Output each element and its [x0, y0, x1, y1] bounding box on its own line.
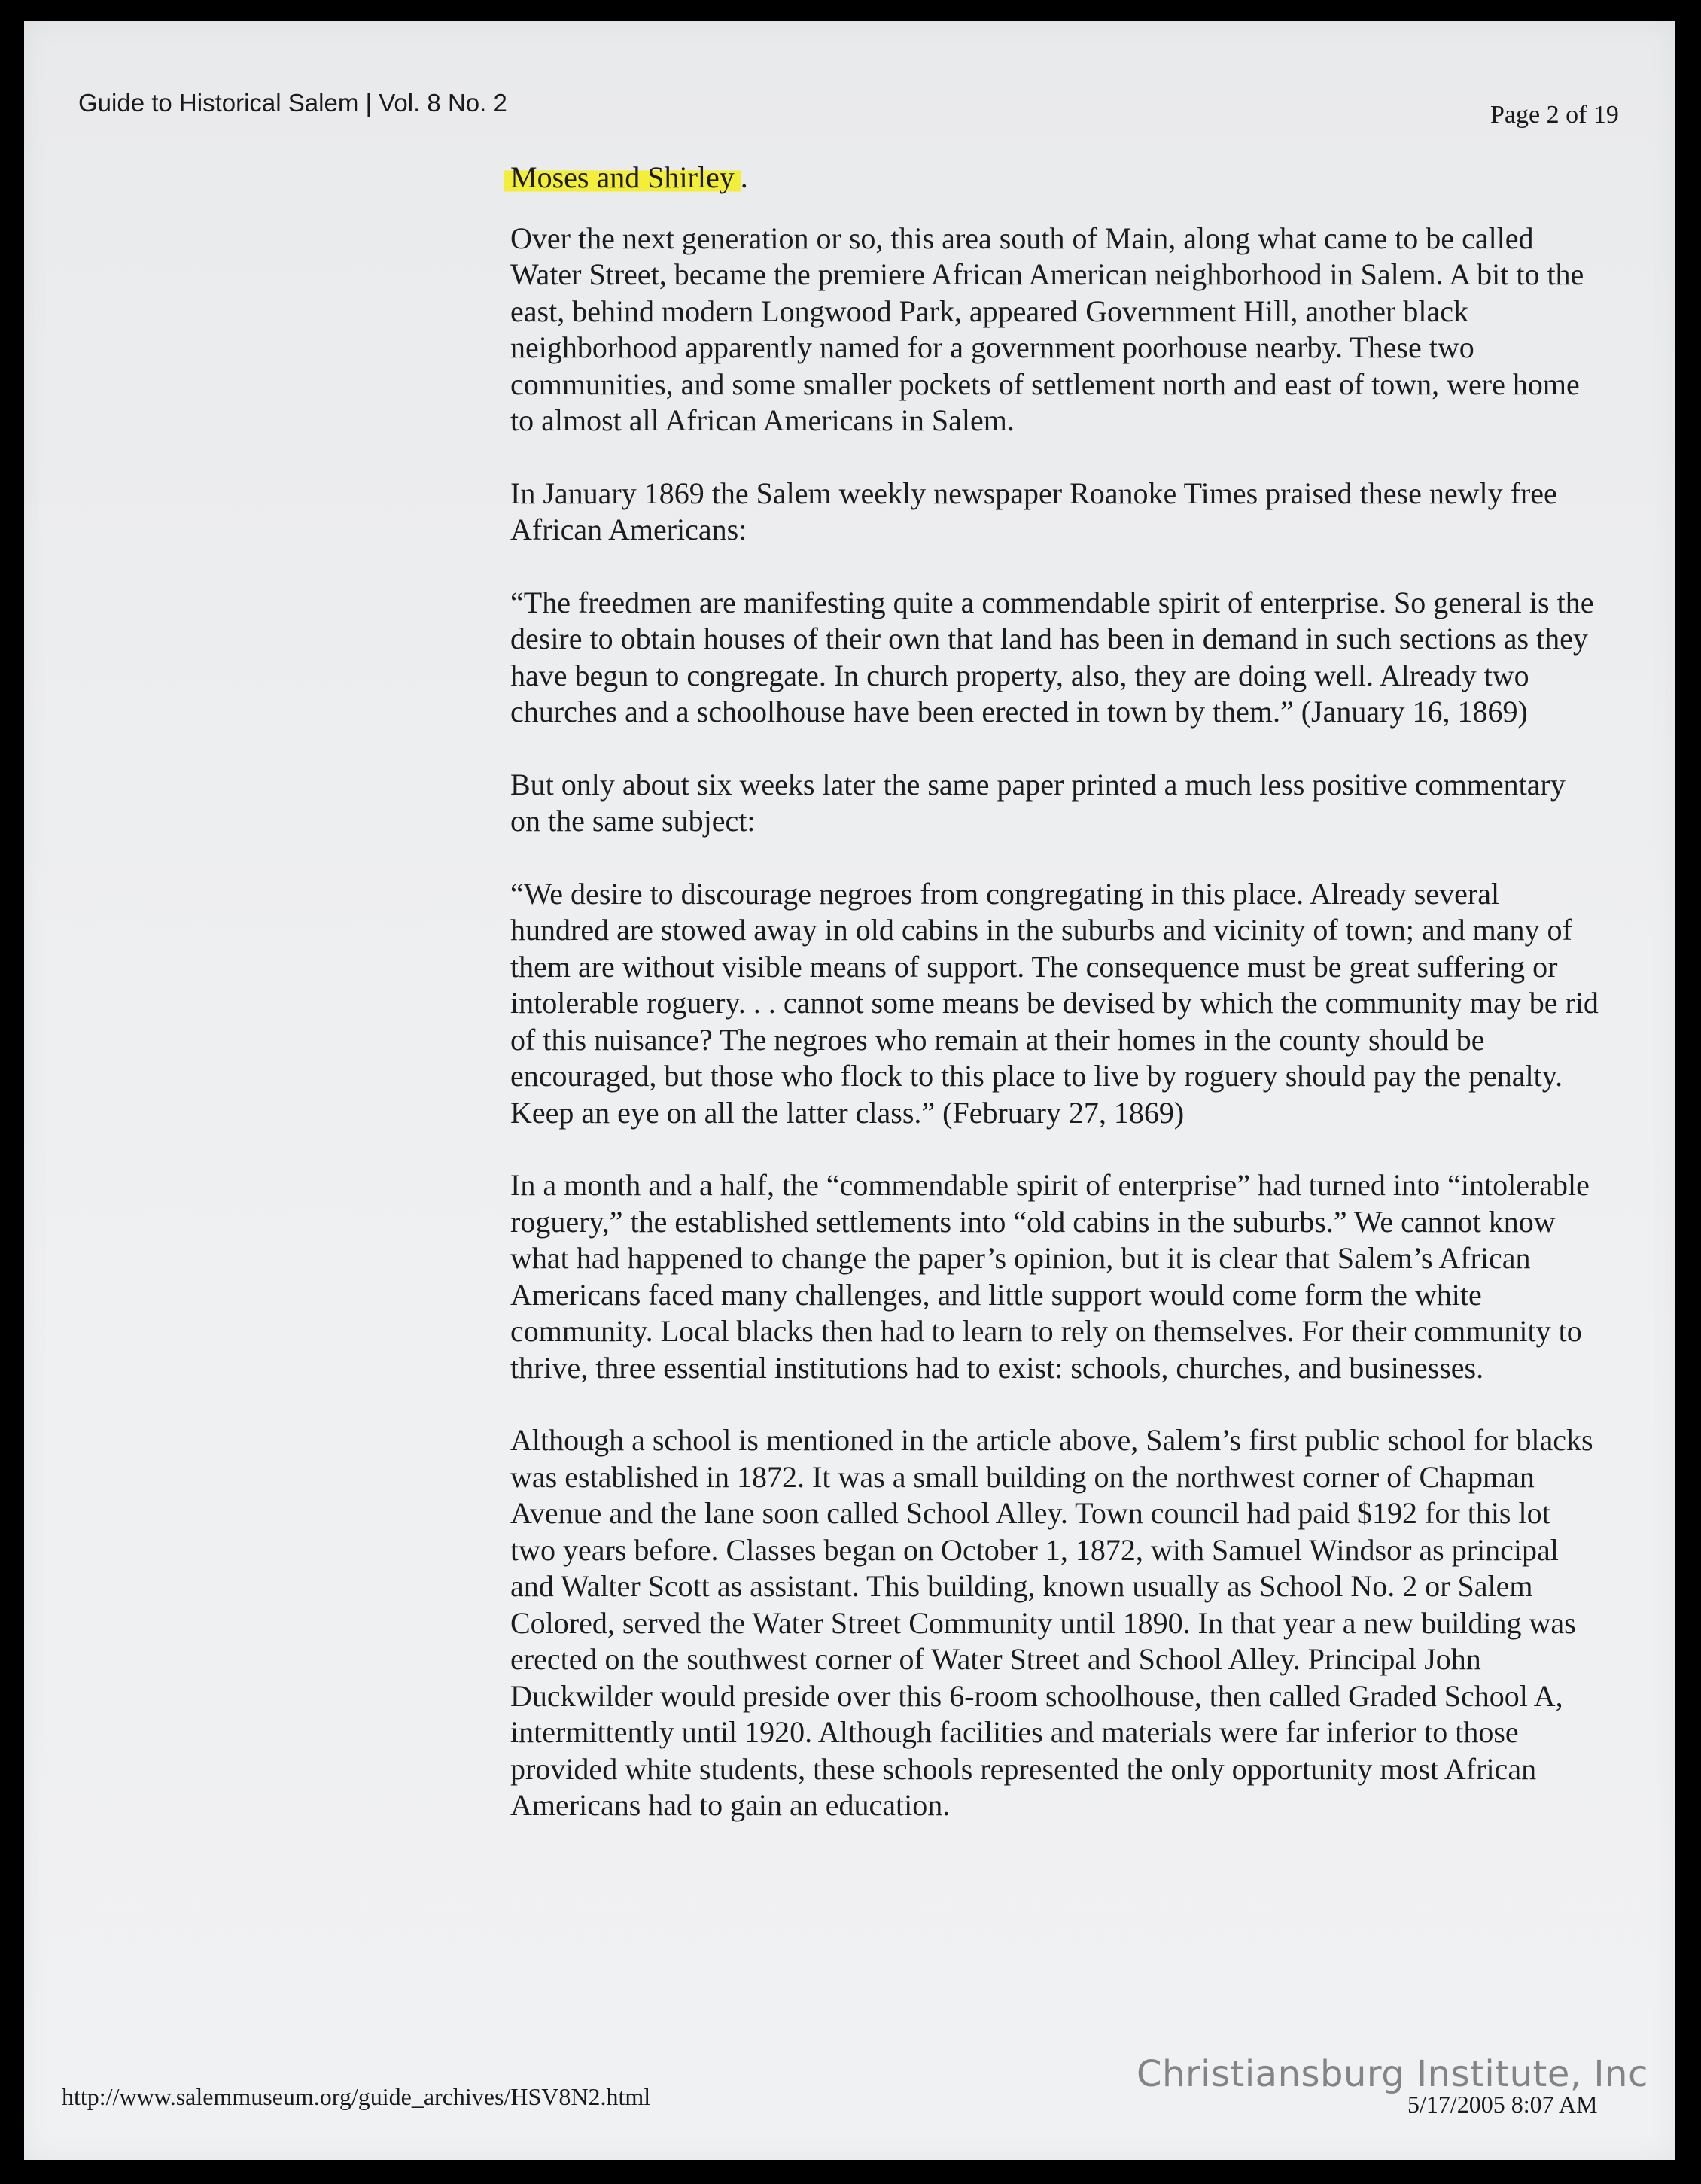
quote-freedmen-enterprise: “The freedmen are manifesting quite a commendable spirit of enterprise. So general is the desire to obtain houses of their own that land has been in demand in such sections as they have begun to congregate. In church property, also, they are doing well. Already two churches and a schoolhouse have been erected in town by them.” (January 16, 1869) [510, 585, 1594, 729]
page-number: Page 2 of 19 [1490, 101, 1619, 129]
footer-url: http://www.salemmuseum.org/guide_archives/HSV8N2.html [62, 2083, 651, 2110]
highlighted-line [510, 160, 1602, 196]
paragraph-roanoke-times-intro: In January 1869 the Salem weekly newspaper Roanoke Times praised these newly free African Americans: [510, 476, 1557, 546]
footer-print-date: 5/17/2005 8:07 AM [1407, 2091, 1598, 2118]
running-header-title: Guide to Historical Salem | Vol. 8 No. 2 [78, 89, 507, 117]
watermark-text: Christiansburg Institute, Inc [1137, 2053, 1648, 2095]
highlighted-line-period: . [740, 160, 748, 194]
article-body [510, 160, 1602, 1860]
paragraph-month-and-a-half: In a month and a half, the “commendable spirit of enterprise” had turned into “intolerable roguery,” the established settlements into “old cabins in the suburbs.” We cannot know what had happened to change the paper’s opinion, but it is clear that Salem’s African Americans faced many challenges, and little support would come form the white community. Local blacks then had to learn to rely on themselves. For their community to thrive, three essential institutions had to exist: schools, churches, and businesses. [510, 1168, 1590, 1385]
paragraph-first-public-school: Although a school is mentioned in the article above, Salem’s first public school for blacks was established in 1872. It was a small building on the northwest corner of Chapman Avenue and the lane soon called School Alley. Town council had paid $192 for this lot two years before. Classes began on October 1, 1872, with Samuel Windsor as principal and Walter Scott as assistant. This building, known usually as School No. 2 or Salem Colored, served the Water Street Community until 1890. In that year a new building was erected on the southwest corner of Water Street and School Alley. Principal John Duckwilder would preside over this 6-room schoolhouse, then called Graded School A, intermittently until 1920. Although facilities and materials were far inferior to those provided white students, these schools represented the only opportunity most African Americans had to gain an education. [510, 1423, 1593, 1822]
highlighted-text: Moses and Shirley [504, 160, 741, 194]
paragraph-neighborhoods: Over the next generation or so, this area south of Main, along what came to be called Water Street, became the premiere African American neighborhood in Salem. A bit to the east, behind modern Longwood Park, appeared Government Hill, another black neighborhood apparently named for a government poorhouse nearby. These two communities, and some smaller pockets of settlement north and east of town, were home to almost all African Americans in Salem. [510, 221, 1584, 437]
paragraph-six-weeks-later: But only about six weeks later the same paper printed a much less positive commentary on the same subject: [510, 767, 1566, 838]
document-page [24, 21, 1675, 2160]
quote-discourage-congregating: “We desire to discourage negroes from congregating in this place. Already several hundred are stowed away in old cabins in the suburbs and vicinity of town; and many of them are without visible means of support. The consequence must be great suffering or intolerable roguery. . . cannot some means be devised by which the community may be rid of this nuisance? The negroes who remain at their homes in the county should be encouraged, but those who flock to this place to live by roguery should pay the penalty. Keep an eye on all the latter class.” (February 27, 1869) [510, 876, 1599, 1130]
